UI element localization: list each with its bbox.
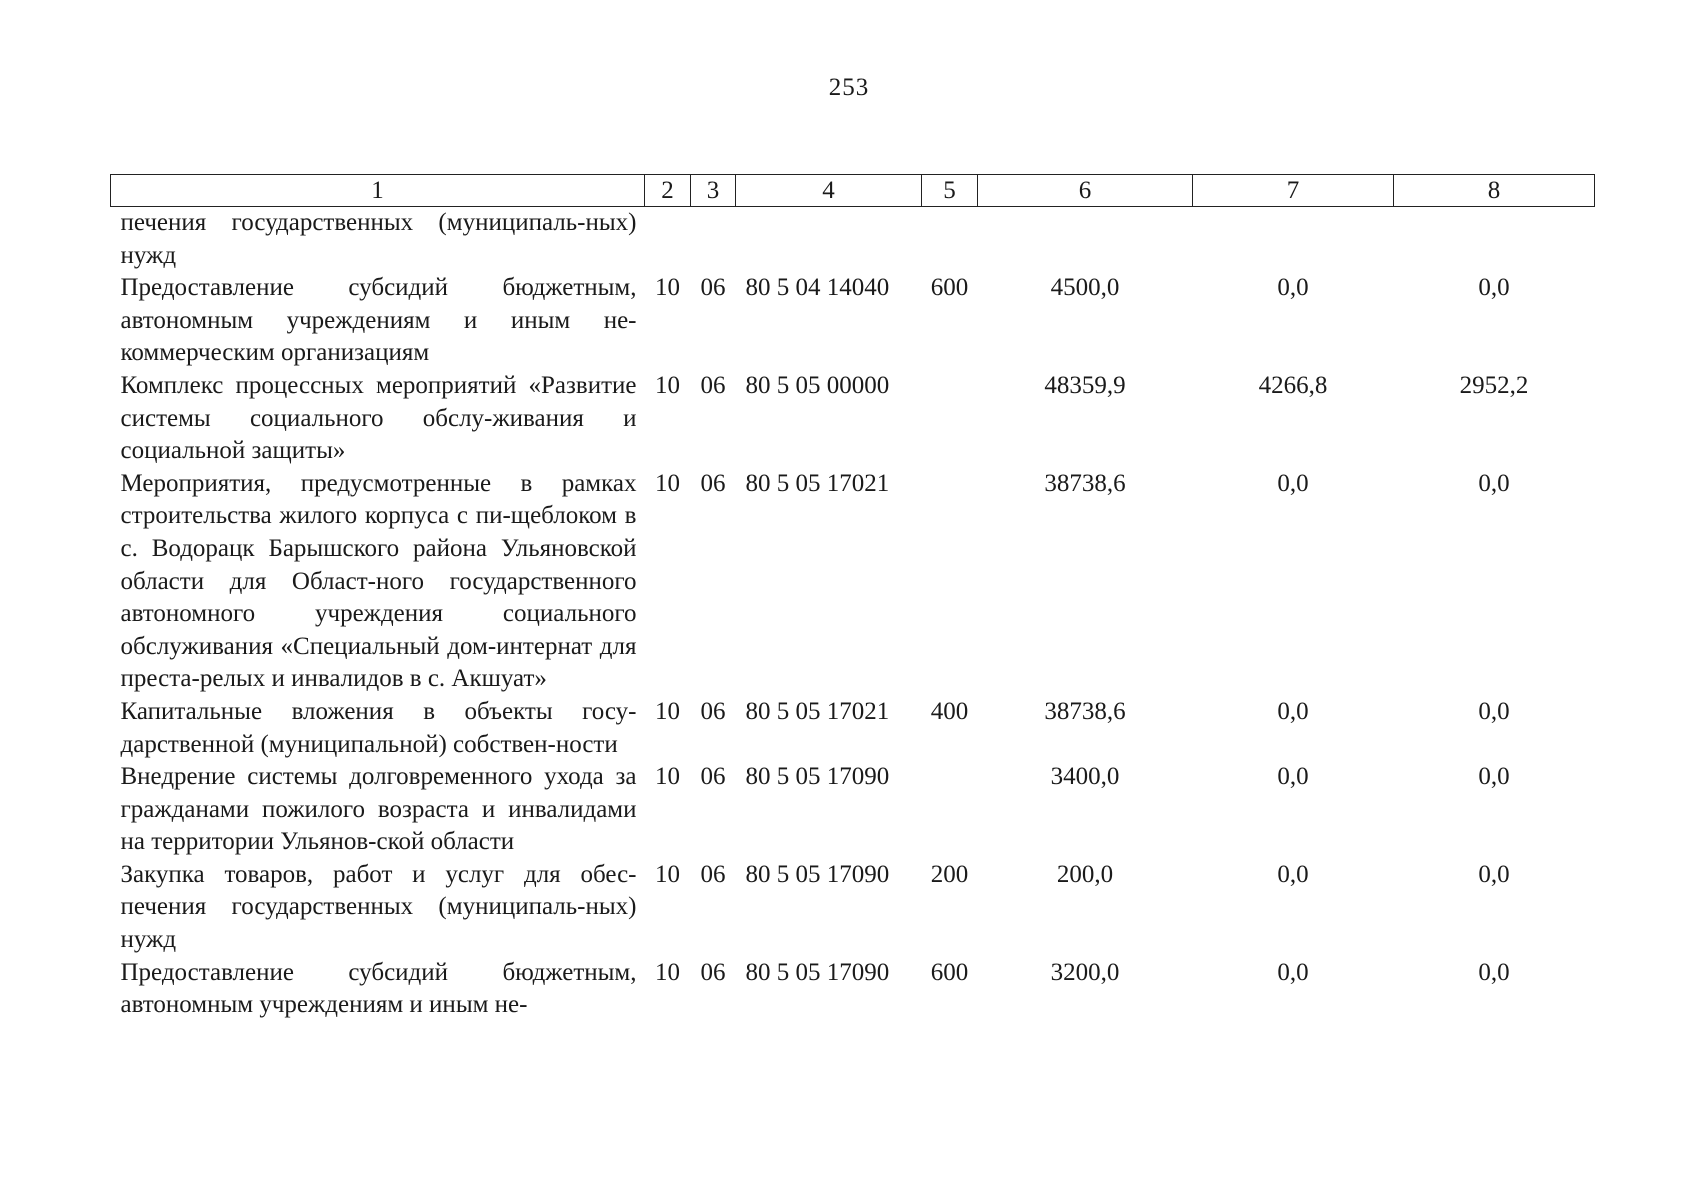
header-col-1: 1 xyxy=(111,175,645,207)
row-name: Капитальные вложения в объекты госу-дарственной (муниципальной) собствен-ности xyxy=(120,697,637,758)
row-amount-6 xyxy=(978,207,1193,273)
row-amount-6: 3400,0 xyxy=(1050,763,1120,791)
row-name: Закупка товаров, работ и услуг для обес-печения государственных (муниципаль-ных) нужд xyxy=(120,860,637,954)
row-subsection: 06 xyxy=(700,860,726,888)
row-expense-type: 600 xyxy=(930,958,969,986)
row-subsection: 06 xyxy=(700,469,726,497)
budget-table xyxy=(110,174,1595,1022)
page-number: 253 xyxy=(828,74,870,101)
row-amount-8: 0,0 xyxy=(1478,958,1510,986)
row-expense-type xyxy=(922,761,978,859)
row-amount-7: 0,0 xyxy=(1277,763,1309,791)
row-subsection: 06 xyxy=(700,763,726,791)
row-amount-6: 3200,0 xyxy=(1050,958,1120,986)
row-target-code: 80 5 04 14040 xyxy=(745,274,890,302)
row-section xyxy=(645,207,691,273)
row-target-code xyxy=(736,207,922,273)
row-expense-type: 200 xyxy=(930,860,969,888)
row-expense-type xyxy=(922,207,978,273)
table-row xyxy=(111,957,1595,1022)
row-amount-7: 0,0 xyxy=(1277,697,1309,725)
row-amount-8: 0,0 xyxy=(1478,860,1510,888)
row-section: 10 xyxy=(655,371,680,399)
row-amount-8: 0,0 xyxy=(1478,274,1510,302)
row-subsection: 06 xyxy=(700,697,726,725)
row-name: Мероприятия, предусмотренные в рамках строительства жилого корпуса с пи-щеблоком в с. Водорацк Барышского района Ульяновской области для Област-ного государственного автономного учреждения социального обслуживания «Специальный дом-интернат для преста-релых и инвалидов в с. Акшуат» xyxy=(120,469,637,693)
row-name: печения государственных (муниципаль-ных) нужд xyxy=(120,209,637,269)
row-name: Предоставление субсидий бюджетным, автономным учреждениям и иным не-коммерческим организациям xyxy=(120,274,637,367)
row-section: 10 xyxy=(655,763,680,791)
row-amount-8 xyxy=(1394,207,1595,273)
row-expense-type xyxy=(922,370,978,468)
row-amount-6: 38738,6 xyxy=(1044,697,1126,725)
row-target-code: 80 5 05 17021 xyxy=(745,697,890,725)
row-subsection: 06 xyxy=(700,371,726,399)
row-section: 10 xyxy=(655,469,680,497)
header-col-2: 2 xyxy=(645,175,691,207)
table-header xyxy=(111,175,1595,207)
table-body xyxy=(111,207,1595,1022)
row-amount-8: 0,0 xyxy=(1478,469,1510,497)
table-row xyxy=(111,761,1595,859)
row-target-code: 80 5 05 17090 xyxy=(745,860,890,888)
row-subsection xyxy=(691,207,736,273)
row-amount-8: 2952,2 xyxy=(1459,371,1529,399)
row-section: 10 xyxy=(655,958,680,986)
table-row xyxy=(111,370,1595,468)
row-amount-7: 0,0 xyxy=(1277,958,1309,986)
row-amount-8: 0,0 xyxy=(1478,697,1510,725)
row-subsection: 06 xyxy=(700,274,726,302)
row-target-code: 80 5 05 17090 xyxy=(745,958,890,986)
table-row xyxy=(111,859,1595,957)
row-expense-type: 600 xyxy=(930,274,969,302)
row-target-code: 80 5 05 17021 xyxy=(745,469,890,497)
row-name: Внедрение системы долговременного ухода за гражданами пожилого возраста и инвалидами на территории Ульянов-ской области xyxy=(120,763,637,856)
row-amount-7 xyxy=(1193,207,1394,273)
header-col-8: 8 xyxy=(1394,175,1595,207)
header-col-5: 5 xyxy=(922,175,978,207)
row-name: Предоставление субсидий бюджетным, автономным учреждениям и иным не- xyxy=(120,958,637,1019)
table-row xyxy=(111,696,1595,761)
row-name: Комплекс процессных мероприятий «Развитие системы социального обслу-живания и социальной защиты» xyxy=(120,371,637,465)
row-amount-6: 38738,6 xyxy=(1044,469,1126,497)
table-row xyxy=(111,272,1595,370)
row-amount-7: 0,0 xyxy=(1277,274,1309,302)
row-amount-7: 4266,8 xyxy=(1258,371,1328,399)
row-amount-6: 4500,0 xyxy=(1050,274,1120,302)
row-target-code: 80 5 05 00000 xyxy=(745,371,890,399)
header-col-4: 4 xyxy=(736,175,922,207)
row-section: 10 xyxy=(655,697,680,725)
header-col-7: 7 xyxy=(1193,175,1394,207)
row-target-code: 80 5 05 17090 xyxy=(745,763,890,791)
row-expense-type: 400 xyxy=(930,697,969,725)
row-subsection: 06 xyxy=(700,958,726,986)
row-amount-7: 0,0 xyxy=(1277,860,1309,888)
header-col-6: 6 xyxy=(978,175,1193,207)
row-amount-8: 0,0 xyxy=(1478,763,1510,791)
header-col-3: 3 xyxy=(691,175,736,207)
row-amount-6: 48359,9 xyxy=(1044,371,1126,399)
row-amount-7: 0,0 xyxy=(1277,469,1309,497)
row-amount-6: 200,0 xyxy=(1056,860,1114,888)
header-row xyxy=(111,175,1595,207)
row-section: 10 xyxy=(655,274,680,302)
table-row xyxy=(111,468,1595,696)
table-row xyxy=(111,207,1595,273)
row-section: 10 xyxy=(655,860,680,888)
row-expense-type xyxy=(922,468,978,696)
